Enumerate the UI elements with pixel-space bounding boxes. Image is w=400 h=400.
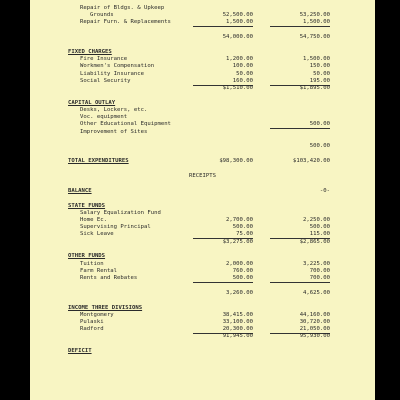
amount-column-2: 195.00: [270, 77, 330, 86]
line-item-label: Voc. equipment: [80, 114, 128, 121]
amount-column-2: 500.00: [309, 143, 330, 150]
amount-column-2: -0-: [319, 187, 330, 194]
amount-column-2: 4,625.00: [303, 289, 330, 296]
line-item-label: Salary Equalization Fund: [80, 209, 161, 216]
amount-column-2: [270, 128, 330, 129]
budget-rows: [30, 0, 375, 400]
line-item-label: Workmen's Compensation: [80, 63, 155, 70]
budget-row: [30, 238, 375, 246]
amount-column-1: 54,000.00: [222, 34, 253, 41]
amount-column-2: 95,930.00: [299, 333, 330, 340]
line-item-label: Social Security: [80, 77, 131, 84]
amount-column-1: 2,700.00: [226, 217, 253, 223]
amount-column-2: 54,750.00: [299, 34, 330, 41]
amount-column-2: 700.00: [270, 274, 330, 283]
section-heading: FIXED CHARGES: [68, 49, 112, 55]
amount-column-1: 500.00: [193, 274, 253, 283]
amount-column-1: 2,000.00: [226, 260, 253, 267]
amount-column-2: $1,895.00: [299, 85, 330, 91]
line-item-label: Desks, Lockers, etc.: [80, 107, 148, 113]
line-item-label: Repair of Bldgs. & Upkeep: [80, 5, 165, 11]
document-page: [30, 0, 375, 400]
amount-column-2: $2,865.00: [299, 238, 330, 245]
line-item-label: Radford: [80, 326, 104, 333]
amount-column-1: 75.00: [193, 230, 253, 239]
amount-column-1: 1,200.00: [226, 56, 253, 63]
line-item-label: Improvement of Sites: [80, 128, 148, 135]
amount-column-1: 50.00: [236, 70, 253, 77]
line-item-label: Fire Insurance: [80, 56, 128, 63]
amount-column-2: 700.00: [309, 267, 330, 274]
amount-column-2: 50.00: [313, 70, 330, 77]
section-heading: BALANCE: [68, 187, 92, 194]
amount-column-1: 100.00: [232, 63, 253, 70]
amount-column-2: 2,250.00: [303, 217, 330, 223]
section-heading: TOTAL EXPENDITURES: [68, 158, 129, 165]
amount-column-1: 3,260.00: [226, 289, 253, 296]
budget-row: [30, 172, 375, 180]
line-item-label: Home Ec.: [80, 217, 107, 223]
amount-column-1: 760.00: [232, 267, 253, 274]
section-heading: STATE FUNDS: [68, 202, 106, 209]
line-item-label: Sick Leave: [80, 231, 114, 238]
budget-row: [30, 274, 375, 282]
amount-column-1: 38,415.00: [222, 311, 253, 318]
budget-row: [30, 33, 375, 41]
line-item-label: Montgomery: [80, 311, 114, 318]
amount-column-2: $103,420.00: [292, 158, 330, 165]
amount-column-1: $1,510.00: [222, 85, 253, 91]
line-item-label: Pulaski: [80, 319, 104, 325]
line-item-label: Farm Rental: [80, 267, 118, 274]
amount-column-2: 1,500.00: [303, 56, 330, 63]
amount-column-1: 91,945.00: [222, 333, 253, 340]
amount-column-2: 115.00: [270, 230, 330, 239]
section-heading: INCOME THREE DIVISIONS: [68, 304, 143, 311]
budget-row: [30, 18, 375, 26]
budget-row: [30, 84, 375, 92]
amount-column-1: 160.00: [193, 77, 253, 86]
amount-column-1: 52,500.00: [222, 12, 253, 19]
budget-row: [30, 332, 375, 340]
amount-column-1: $3,275.00: [222, 238, 253, 245]
amount-column-2: 30,720.00: [299, 319, 330, 325]
line-item-label: Tuition: [80, 260, 104, 267]
budget-row: [30, 128, 375, 136]
amount-column-2: 3,225.00: [303, 260, 330, 267]
amount-column-1: 20,300.00: [193, 325, 253, 334]
amount-column-2: 53,250.00: [299, 12, 330, 19]
amount-column-2: 150.00: [309, 63, 330, 70]
line-item-label: Supervising Principal: [80, 224, 151, 231]
amount-column-1: 500.00: [232, 224, 253, 231]
line-item-label: Rents and Rebates: [80, 275, 138, 281]
budget-row: [30, 187, 375, 195]
line-item-label: Other Educational Equipment: [80, 121, 171, 128]
line-item-label: Grounds: [90, 12, 114, 19]
amount-column-1: $98,300.00: [219, 158, 253, 165]
budget-row: [30, 289, 375, 297]
budget-row: [30, 142, 375, 150]
section-heading: RECEIPTS: [189, 173, 216, 179]
line-item-label: Liability Insurance: [80, 70, 144, 77]
section-heading: CAPITAL OUTLAY: [68, 99, 116, 106]
amount-column-2: 1,500.00: [270, 18, 330, 27]
amount-column-2: 500.00: [309, 224, 330, 231]
amount-column-2: 21,050.00: [270, 325, 330, 334]
budget-row: [30, 347, 375, 355]
line-item-label: Repair Furn. & Replacements: [80, 19, 171, 26]
section-heading: OTHER FUNDS: [68, 253, 106, 260]
section-heading: DEFICIT: [68, 348, 92, 355]
amount-column-2: 500.00: [309, 121, 330, 128]
amount-column-1: 33,100.00: [222, 319, 253, 325]
amount-column-2: 44,160.00: [299, 311, 330, 318]
amount-column-1: 1,500.00: [193, 18, 253, 27]
budget-row: [30, 157, 375, 165]
